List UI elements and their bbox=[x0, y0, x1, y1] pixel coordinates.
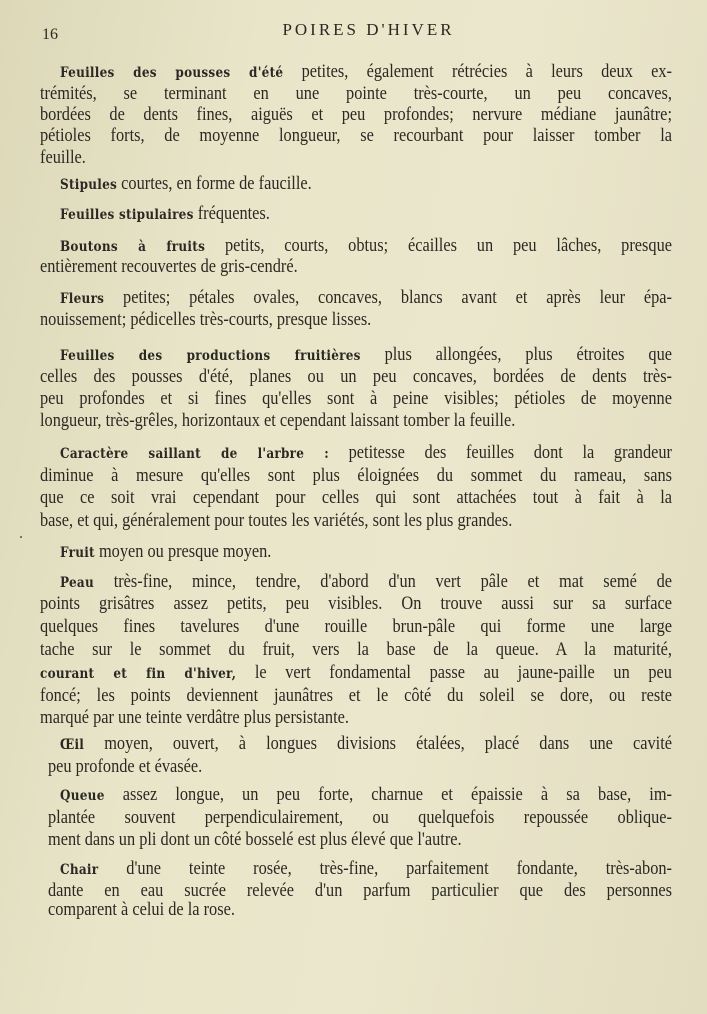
text-segment: quelques fines tavelures d'une rouille brun-pâle qui forme une large bbox=[40, 616, 672, 637]
text-line bbox=[60, 541, 672, 564]
text-line bbox=[40, 309, 672, 331]
text-line bbox=[60, 203, 672, 226]
text-line bbox=[60, 173, 672, 196]
text-line bbox=[60, 858, 672, 881]
text-segment: courtes, en forme de faucille. bbox=[117, 173, 312, 194]
text-segment: d'une teinte rosée, très-fine, parfaitement fondante, très-abon- bbox=[98, 858, 672, 879]
text-segment: plus allongées, plus étroites que bbox=[360, 344, 672, 365]
page-number: 16 bbox=[42, 26, 58, 43]
text-line bbox=[40, 593, 672, 615]
lead-term: Peau bbox=[60, 575, 94, 591]
lead-term: Fruit bbox=[60, 545, 95, 561]
text-segment: trémités, se terminant en une pointe très-courte, un peu concaves, bbox=[40, 83, 672, 104]
text-line bbox=[40, 125, 672, 147]
text-segment: le vert fondamental passe au jaune-paille un peu bbox=[236, 662, 672, 683]
text-segment: petits, courts, obtus; écailles un peu lâches, presque bbox=[205, 235, 672, 256]
text-line bbox=[48, 807, 672, 829]
lead-term: Chair bbox=[60, 862, 99, 878]
text-segment: feuille. bbox=[40, 147, 86, 168]
text-segment: ment dans un pli dont un côté bosselé est plus élevé que l'autre. bbox=[48, 829, 462, 850]
text-segment: assez longue, un peu forte, charnue et épaissie à sa base, im- bbox=[104, 784, 672, 805]
text-line bbox=[40, 487, 672, 509]
text-segment: plantée souvent perpendiculairement, ou quelquefois repoussée oblique- bbox=[48, 807, 672, 828]
text-segment: courant et fin d'hiver, bbox=[40, 666, 237, 682]
text-line bbox=[40, 465, 672, 487]
lead-term: Feuilles des productions fruitières bbox=[60, 348, 361, 364]
text-segment: entièrement recouvertes de gris-cendré. bbox=[40, 256, 298, 277]
text-segment: points grisâtres assez petits, peu visibles. On trouve aussi sur sa surface bbox=[40, 593, 672, 614]
text-segment: celles des pousses d'été, planes ou un peu concaves, bordées de dents très- bbox=[40, 366, 672, 387]
text-segment: moyen ou presque moyen. bbox=[94, 541, 272, 562]
text-line bbox=[40, 685, 672, 707]
text-segment: dante en eau sucrée relevée d'un parfum particulier que des personnes bbox=[48, 880, 672, 901]
text-line bbox=[40, 388, 672, 410]
text-segment: longueur, très-grêles, horizontaux et cependant laissant tomber la feuille. bbox=[40, 410, 516, 431]
text-segment: très-fine, mince, tendre, d'abord d'un vert pâle et mat semé de bbox=[93, 571, 672, 592]
text-line bbox=[40, 410, 672, 432]
text-line bbox=[60, 287, 672, 310]
text-line bbox=[40, 510, 672, 532]
lead-term: Stipules bbox=[60, 177, 118, 193]
text-segment: peu profondes et si fines qu'elles sont à peine visibles; pétioles de moyenne bbox=[40, 388, 672, 409]
text-line bbox=[40, 104, 672, 126]
text-segment: diminue à mesure qu'elles sont plus éloignées du sommet du rameau, sans bbox=[40, 465, 672, 486]
lead-term: Queue bbox=[60, 788, 105, 804]
text-line bbox=[40, 616, 672, 638]
text-segment: pétioles forts, de moyenne longueur, se recourbant pour laisser tomber la bbox=[40, 125, 672, 146]
text-segment: foncé; les points deviennent jaunâtres et le côté du soleil se dore, ou reste bbox=[40, 685, 672, 706]
text-line bbox=[40, 662, 672, 685]
text-line bbox=[48, 829, 672, 851]
text-segment: comparent à celui de la rose. bbox=[48, 899, 235, 920]
lead-term: Feuilles des pousses d'été bbox=[60, 65, 284, 81]
text-segment: bordées de dents fines, aiguës et peu profondes; nervure médiane jaunâtre; bbox=[40, 104, 672, 125]
text-line bbox=[40, 147, 672, 169]
text-segment: fréquentes. bbox=[193, 203, 270, 224]
lead-term: Feuilles stipulaires bbox=[60, 207, 194, 223]
text-line bbox=[40, 83, 672, 105]
running-head: POIRES D'HIVER bbox=[282, 20, 455, 39]
text-line bbox=[48, 756, 672, 778]
text-line bbox=[60, 733, 672, 756]
text-line bbox=[40, 256, 672, 278]
text-line bbox=[60, 235, 672, 258]
lead-term: Caractère saillant de l'arbre : bbox=[60, 446, 329, 462]
text-line bbox=[60, 442, 672, 465]
text-segment: petites; pétales ovales, concaves, blancs avant et après leur épa- bbox=[104, 287, 672, 308]
text-segment: peu profonde et évasée. bbox=[48, 756, 203, 777]
text-segment: moyen, ouvert, à longues divisions étalées, placé dans une cavité bbox=[84, 733, 672, 754]
text-segment: petites, également rétrécies à leurs deux ex- bbox=[283, 61, 672, 82]
text-line bbox=[60, 784, 672, 807]
text-segment: tache sur le sommet du fruit, vers la base de la queue. A la maturité, bbox=[40, 639, 672, 660]
text-line bbox=[40, 639, 672, 661]
lead-term: Œil bbox=[60, 737, 85, 753]
text-line bbox=[40, 366, 672, 388]
lead-term: Boutons à fruits bbox=[60, 239, 206, 255]
text-line bbox=[40, 707, 672, 729]
text-segment: petitesse des feuilles dont la grandeur bbox=[328, 442, 672, 463]
text-line bbox=[60, 571, 672, 594]
text-segment: nouissement; pédicelles très-courts, presque lisses. bbox=[40, 309, 372, 330]
text-segment: que ce soit vrai cependant pour celles qui sont attachées tout à fait à la bbox=[40, 487, 672, 508]
speck bbox=[20, 536, 22, 538]
text-segment: marqué par une teinte verdâtre plus persistante. bbox=[40, 707, 349, 728]
text-line bbox=[48, 899, 672, 921]
text-line bbox=[60, 344, 672, 367]
lead-term: Fleurs bbox=[60, 291, 105, 307]
text-line bbox=[60, 61, 672, 84]
text-segment: base, et qui, généralement pour toutes les variétés, sont les plus grandes. bbox=[40, 510, 513, 531]
